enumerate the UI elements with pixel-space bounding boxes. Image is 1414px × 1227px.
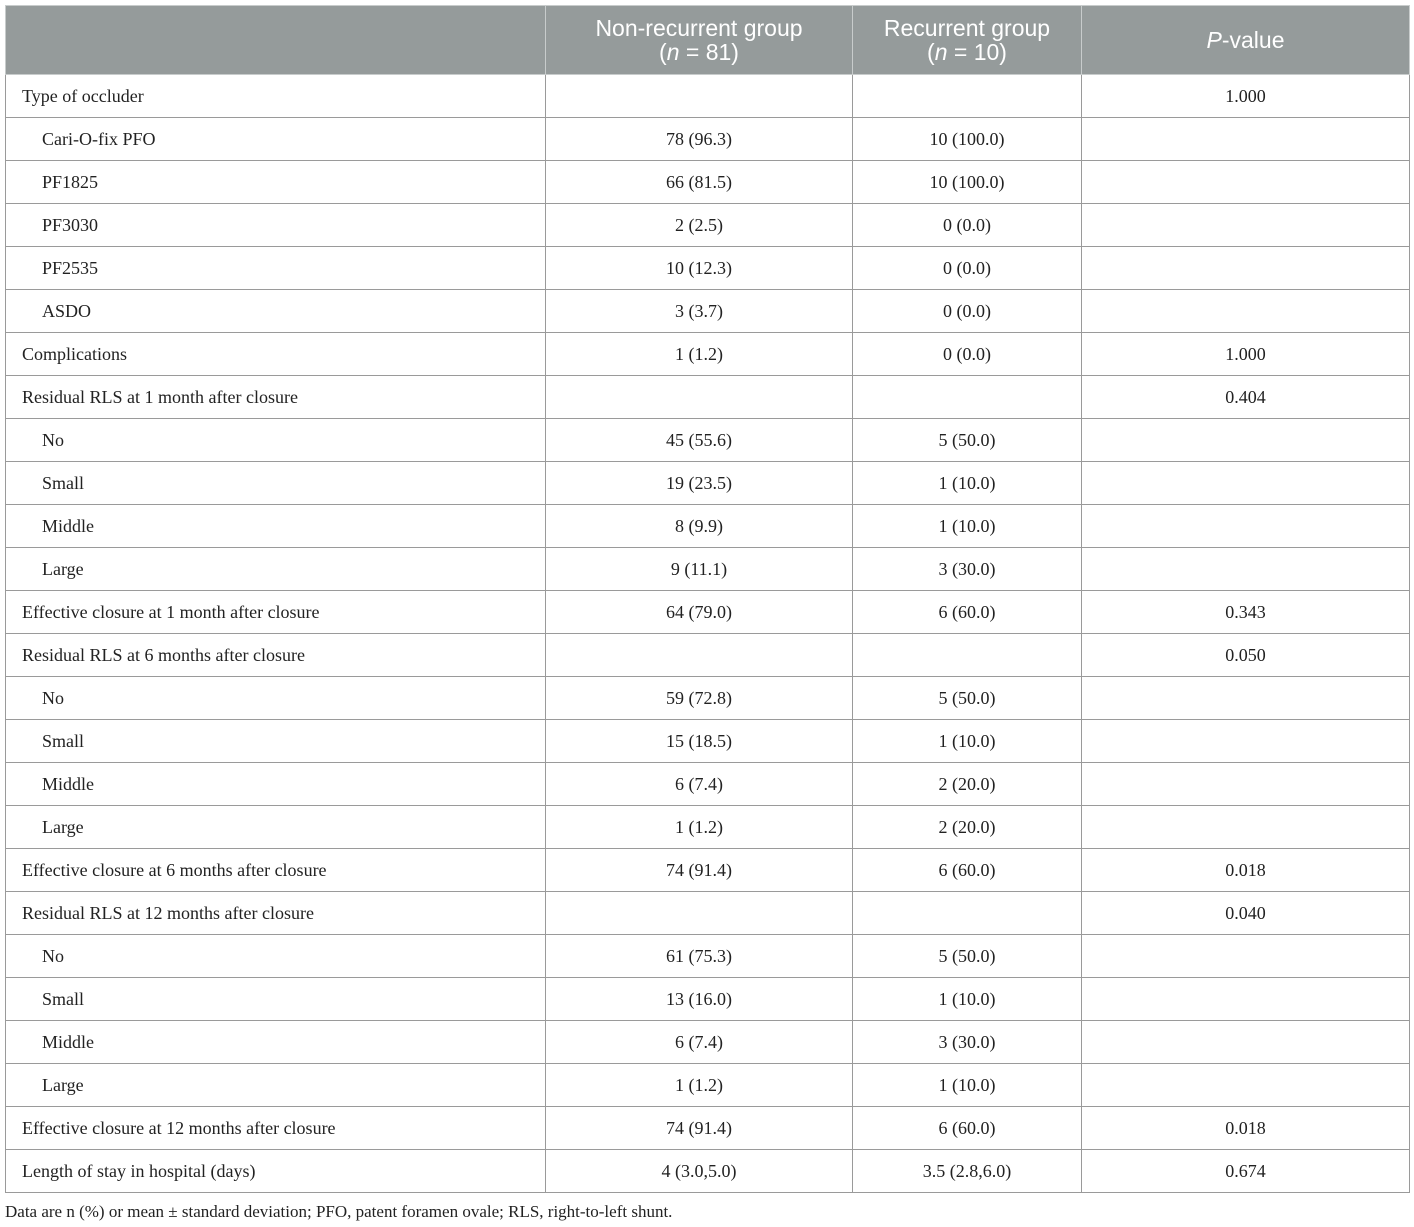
cell-p-value [1082,548,1410,591]
cell-recurrent: 0 (0.0) [853,290,1082,333]
header-p-rest: -value [1221,27,1285,53]
cell-non-recurrent: 3 (3.7) [546,290,853,333]
cell-p-value: 0.050 [1082,634,1410,677]
row-label: Effective closure at 6 months after closure [6,849,546,892]
table-row [6,1021,1410,1064]
row-label: ASDO [6,290,546,333]
cell-recurrent: 5 (50.0) [853,677,1082,720]
cell-non-recurrent: 8 (9.9) [546,505,853,548]
table-row [6,849,1410,892]
cell-recurrent: 1 (10.0) [853,1064,1082,1107]
cell-recurrent: 1 (10.0) [853,978,1082,1021]
row-label: Complications [6,333,546,376]
table-row [6,892,1410,935]
row-label: PF1825 [6,161,546,204]
row-label: Effective closure at 12 months after closure [6,1107,546,1150]
cell-recurrent: 5 (50.0) [853,419,1082,462]
table-row [6,204,1410,247]
table-row [6,1107,1410,1150]
header-p-value [1082,6,1410,75]
cell-p-value [1082,978,1410,1021]
cell-non-recurrent: 15 (18.5) [546,720,853,763]
cell-p-value: 1.000 [1082,75,1410,118]
cell-non-recurrent: 6 (7.4) [546,763,853,806]
cell-recurrent: 0 (0.0) [853,247,1082,290]
cell-non-recurrent [546,376,853,419]
cell-non-recurrent: 6 (7.4) [546,1021,853,1064]
table-row [6,462,1410,505]
cell-non-recurrent: 1 (1.2) [546,1064,853,1107]
header-recurrent-n: (n = 10) [927,39,1007,65]
table-row [6,677,1410,720]
row-label: Length of stay in hospital (days) [6,1150,546,1193]
table-footnote: Data are n (%) or mean ± standard deviation; PFO, patent foramen ovale; RLS, right-to-left shunt. [5,1202,673,1221]
cell-non-recurrent: 66 (81.5) [546,161,853,204]
cell-non-recurrent: 4 (3.0,5.0) [546,1150,853,1193]
cell-recurrent: 0 (0.0) [853,333,1082,376]
table-row [6,161,1410,204]
row-label: Type of occluder [6,75,546,118]
table-row [6,75,1410,118]
cell-non-recurrent: 19 (23.5) [546,462,853,505]
cell-recurrent: 5 (50.0) [853,935,1082,978]
row-label: PF2535 [6,247,546,290]
header-non-recurrent-title: Non-recurrent group [595,15,803,41]
cell-non-recurrent: 9 (11.1) [546,548,853,591]
table-row [6,548,1410,591]
table-row [6,1150,1410,1193]
cell-recurrent: 6 (60.0) [853,1107,1082,1150]
row-label: Effective closure at 1 month after closure [6,591,546,634]
table-row [6,935,1410,978]
cell-non-recurrent: 2 (2.5) [546,204,853,247]
cell-p-value: 0.018 [1082,1107,1410,1150]
results-table-container [5,5,1409,1193]
table-row [6,290,1410,333]
table-row [6,591,1410,634]
cell-p-value: 0.018 [1082,849,1410,892]
row-label: Small [6,462,546,505]
cell-p-value [1082,806,1410,849]
table-row [6,763,1410,806]
row-label: Large [6,1064,546,1107]
cell-recurrent: 3.5 (2.8,6.0) [853,1150,1082,1193]
cell-recurrent [853,376,1082,419]
cell-p-value [1082,161,1410,204]
cell-p-value [1082,763,1410,806]
cell-non-recurrent: 1 (1.2) [546,806,853,849]
cell-non-recurrent: 13 (16.0) [546,978,853,1021]
results-table [5,5,1410,1193]
cell-non-recurrent [546,75,853,118]
row-label: No [6,677,546,720]
cell-p-value [1082,290,1410,333]
cell-p-value [1082,419,1410,462]
row-label: No [6,419,546,462]
cell-p-value [1082,462,1410,505]
cell-p-value [1082,1021,1410,1064]
row-label: PF3030 [6,204,546,247]
table-row [6,376,1410,419]
table-row [6,720,1410,763]
table-header-row [6,6,1410,75]
cell-recurrent [853,75,1082,118]
cell-non-recurrent: 1 (1.2) [546,333,853,376]
cell-recurrent: 2 (20.0) [853,806,1082,849]
row-label: No [6,935,546,978]
cell-p-value [1082,935,1410,978]
cell-non-recurrent: 64 (79.0) [546,591,853,634]
row-label: Cari-O-fix PFO [6,118,546,161]
table-body [6,75,1410,1193]
row-label: Middle [6,505,546,548]
table-row [6,419,1410,462]
cell-non-recurrent: 74 (91.4) [546,1107,853,1150]
table-row [6,118,1410,161]
row-label: Residual RLS at 1 month after closure [6,376,546,419]
row-label: Large [6,548,546,591]
cell-recurrent: 1 (10.0) [853,462,1082,505]
cell-recurrent: 0 (0.0) [853,204,1082,247]
header-recurrent-title: Recurrent group [883,15,1051,41]
table-row [6,1064,1410,1107]
table-row [6,806,1410,849]
cell-recurrent: 2 (20.0) [853,763,1082,806]
table-row [6,333,1410,376]
header-p-italic: P [1206,27,1222,53]
row-label: Large [6,806,546,849]
row-label: Middle [6,1021,546,1064]
cell-p-value: 0.343 [1082,591,1410,634]
row-label: Middle [6,763,546,806]
cell-recurrent: 1 (10.0) [853,505,1082,548]
cell-recurrent: 3 (30.0) [853,548,1082,591]
cell-p-value: 0.404 [1082,376,1410,419]
cell-recurrent: 6 (60.0) [853,591,1082,634]
cell-p-value [1082,204,1410,247]
cell-p-value: 0.674 [1082,1150,1410,1193]
cell-recurrent: 6 (60.0) [853,849,1082,892]
cell-p-value [1082,118,1410,161]
row-label: Small [6,978,546,1021]
cell-non-recurrent: 78 (96.3) [546,118,853,161]
cell-recurrent: 10 (100.0) [853,118,1082,161]
cell-non-recurrent [546,634,853,677]
table-row [6,505,1410,548]
table-row [6,634,1410,677]
row-label: Residual RLS at 12 months after closure [6,892,546,935]
header-variable [6,6,546,75]
header-non-recurrent-n: (n = 81) [659,39,739,65]
cell-non-recurrent: 45 (55.6) [546,419,853,462]
table-row [6,247,1410,290]
cell-non-recurrent: 61 (75.3) [546,935,853,978]
cell-p-value [1082,677,1410,720]
cell-recurrent: 10 (100.0) [853,161,1082,204]
cell-p-value: 1.000 [1082,333,1410,376]
cell-recurrent: 3 (30.0) [853,1021,1082,1064]
cell-non-recurrent: 59 (72.8) [546,677,853,720]
cell-p-value [1082,247,1410,290]
cell-recurrent: 1 (10.0) [853,720,1082,763]
cell-p-value: 0.040 [1082,892,1410,935]
cell-recurrent [853,892,1082,935]
cell-non-recurrent: 10 (12.3) [546,247,853,290]
cell-non-recurrent: 74 (91.4) [546,849,853,892]
cell-p-value [1082,505,1410,548]
table-row [6,978,1410,1021]
row-label: Residual RLS at 6 months after closure [6,634,546,677]
row-label: Small [6,720,546,763]
cell-p-value [1082,720,1410,763]
cell-recurrent [853,634,1082,677]
cell-non-recurrent [546,892,853,935]
header-non-recurrent-group [546,6,853,75]
header-recurrent-group [853,6,1082,75]
cell-p-value [1082,1064,1410,1107]
